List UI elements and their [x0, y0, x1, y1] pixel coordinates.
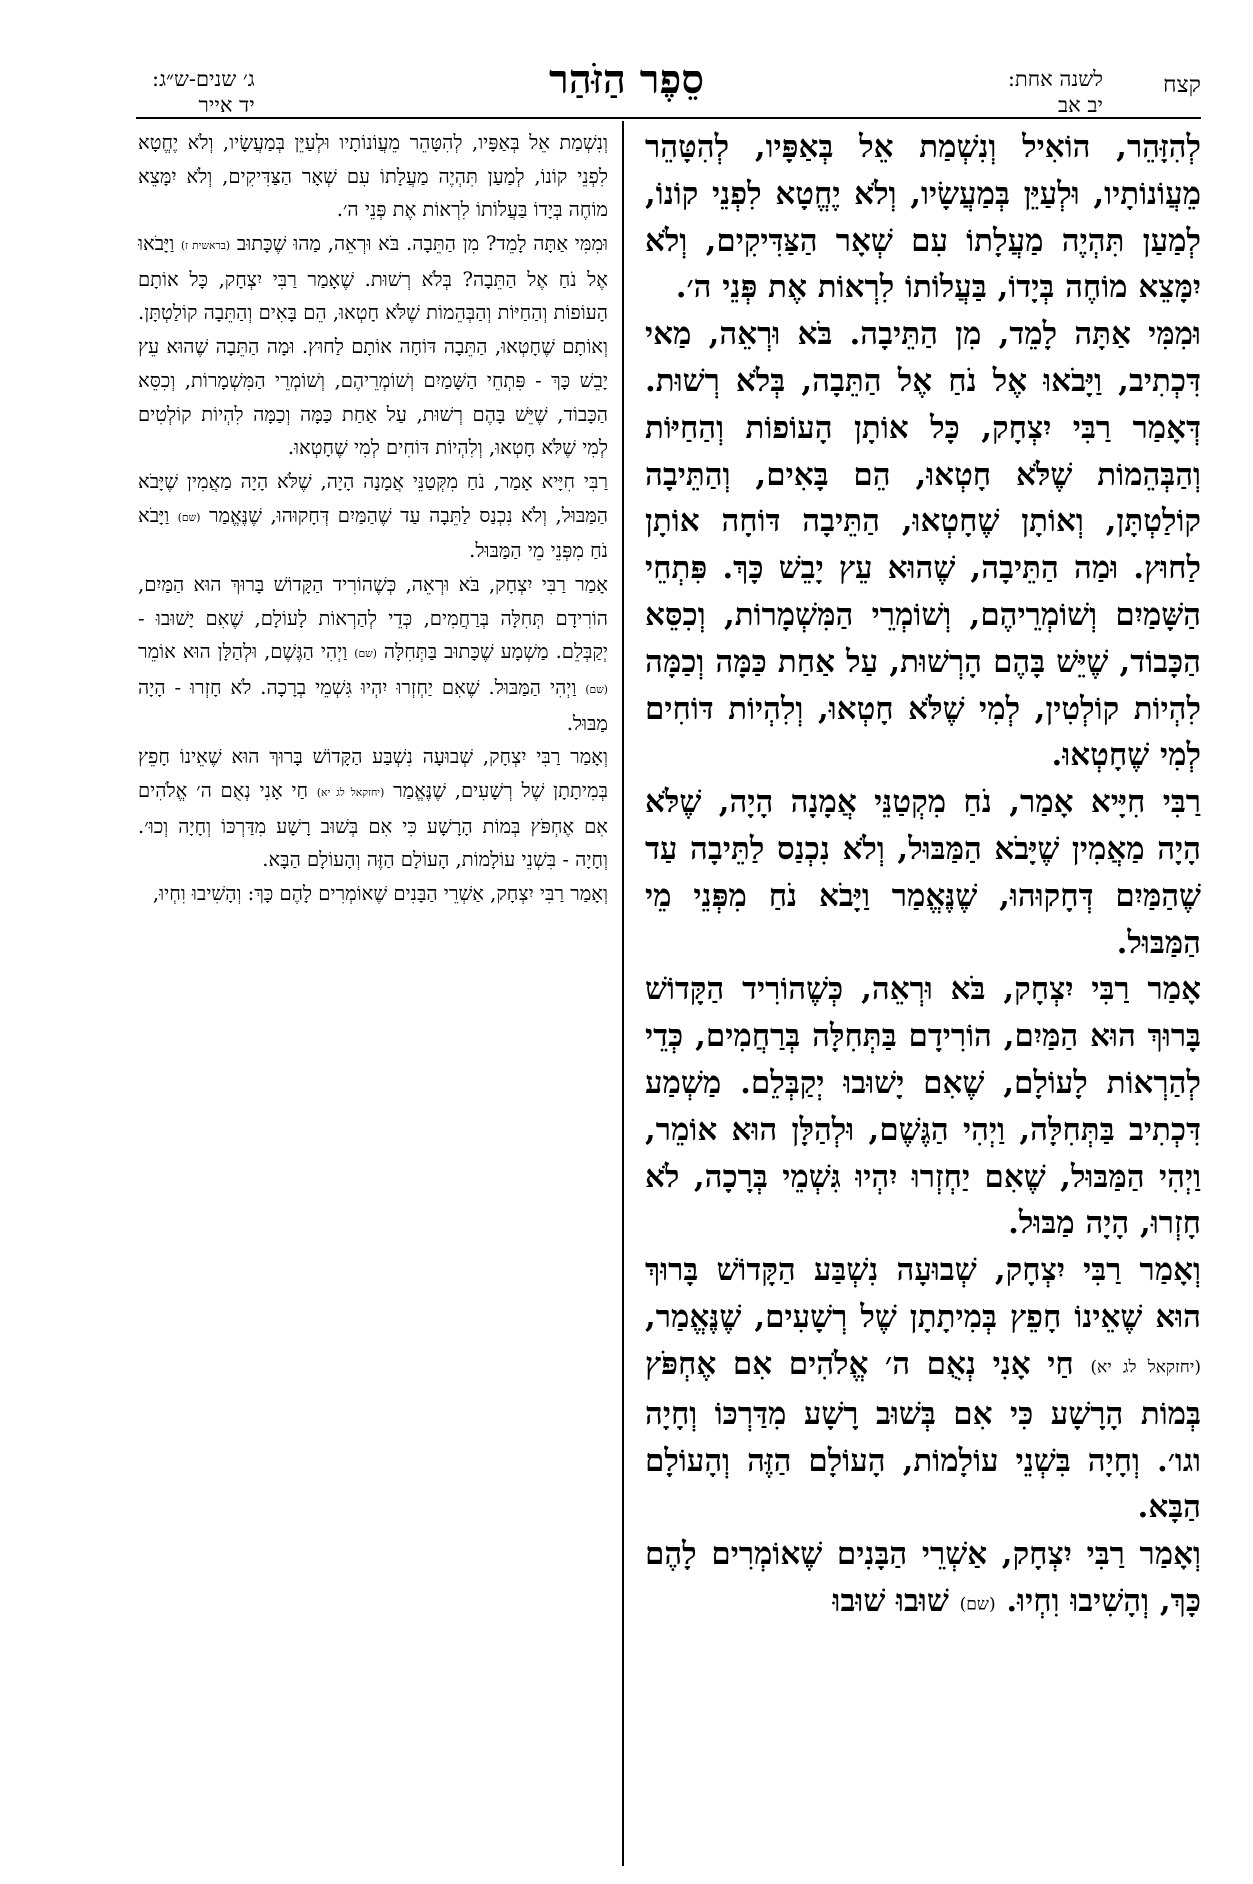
main-paragraph: [645, 1531, 1201, 1628]
study-schedule-one-year: לשנה אחת:: [1007, 67, 1103, 91]
study-date-one-year: יב אב: [1057, 93, 1103, 117]
main-text: חַי אָנִי נְאֻם ה׳ אֱלֹהִים אִם אֶחְפֹּץ בְּמוֹת הָרָשָׁע כִּי אִם בְּשׁוּב רָשָׁע מִדַּרְכּוֹ וְחָיָה וגו׳. וְחָיָה בִּשְׁנֵי עוֹלָמוֹת, הָעוֹלָם הַזֶּה וְהָעוֹלָם הַבָּא.: [645, 1345, 1201, 1526]
main-text: וְאָמַר רַבִּי יִצְחָק, אַשְׁרֵי הַבָּנִים שֶׁאוֹמְרִים לָהֶם כָּךְ, וְהָשִׁיבוּ וִחְיוּ.: [645, 1536, 1201, 1619]
side-paragraph: [138, 227, 608, 465]
column-divider: [622, 121, 624, 1866]
main-text: שׁוּבוּ שׁוּבוּ: [832, 1583, 949, 1619]
side-paragraph: וְאָמַר רַבִּי יִצְחָק, אַשְׁרֵי הַבָּנִים שֶׁאוֹמְרִים לָהֶם כָּךְ: וְהָשִׁיבוּ וִחְיוּ,: [152, 882, 608, 906]
source-reference: (שם): [585, 683, 608, 696]
side-paragraph: וְנִשְׁמַת אֵל בְּאַפָּיו, לְהִטָּהֵר מֵעֲוֹנוֹתָיו וּלְעַיֵּן בְּמַעֲשָׂיו, וְלֹא יֶחֱטָא לִפְנֵי קוֹנוֹ, לְמַעַן תִּהְיֶה מַעֲלָתוֹ עִם שְׁאָר הַצַּדִּיקִים, וְלֹא יִמָּצֵא מוֹחֶה בְּיָדוֹ בַּעֲלוֹתוֹ לִרְאוֹת אֶת פְּנֵי ה׳.: [138, 131, 608, 222]
side-text-column: [138, 126, 608, 1876]
side-text: אָמַר רַבִּי יִצְחָק, בֹּא וּרְאֵה, כְּשֶׁהוֹרִיד הַקָּדוֹשׁ בָּרוּךְ הוּא הַמַּיִם, הוֹרִידָם תְּחִלָּה בְּרַחֲמִים, כְּדֵי לְהַרְאוֹת לָעוֹלָם, שֶׁאִם יָשׁוּבוּ - יְקַבְּלֵם. מַשְׁמָע שֶׁכָּתוּב בַּתְּחִלָּה: [138, 573, 608, 664]
side-text: רַבִּי חִיָּיא אָמַר, נֹחַ מִקְּטַנֵּי אֲמָנָה הָיָה, שֶׁלֹּא הָיָה מַאֲמִין שֶׁיָּבֹא הַמַּבּוּל, וְלֹא נִכְנַס לַתֵּבָה עַד שֶׁהַמַּיִם דְּחָקוּהוּ, שֶׁנֶּאֱמַר: [138, 469, 608, 527]
side-text: וַיָּבֹאוּ אֶל נֹחַ אֶל הַתֵּבָה? בְּלֹא רְשׁוּת. שֶׁאָמַר רַבִּי יִצְחָק, כָּל אוֹתָם הָעוֹפוֹת וְהַחַיּוֹת וְהַבְּהֵמוֹת שֶׁלֹּא חָטְאוּ, הֵם בָּאִים וְהַתֵּבָה קוֹלַטְתָּן. וְאוֹתָם שֶׁחָטְאוּ, הַתֵּבָה דּוֹחָה אוֹתָם לַחוּץ. וּמָה הַתֵּבָה שֶׁהוּא עֵץ יָבֵשׁ כָּךְ - פִּתְחֵי הַשָּׁמַיִם וְשׁוֹמְרֵיהֶם, וְשׁוֹמְרֵי הַמִּשְׁמָרוֹת, וְכִסֵּא הַכָּבוֹד, שֶׁיֵּשׁ בָּהֶם רְשׁוּת, עַל אַחַת כַּמָּה וְכַמָּה לִהְיוֹת קוֹלְטִים לְמִי שֶׁלֹּא חָטְאוּ, וְלִהְיוֹת דּוֹחִים לְמִי שֶׁחָטְאוּ.: [138, 232, 608, 460]
main-paragraph: וּמִמִּי אַתָּה לָמֵד, מִן הַתֵּיבָה. בֹּא וּרְאֵה, מַאי דִּכְתִיב, וַיָּבֹאוּ אֶל נֹחַ אֶל הַתֵּבָה, בְּלֹא רְשׁוּת. דְּאָמַר רַבִּי יִצְחָק, כָּל אוֹתָן הָעוֹפוֹת וְהַחַיּוֹת וְהַבְּהֵמוֹת שֶׁלֹּא חָטְאוּ, הֵם בָּאִים, וְהַתֵּיבָה קוֹלַטְתָּן, וְאוֹתָן שֶׁחָטְאוּ, הַתֵּיבָה דּוֹחָה אוֹתָן לַחוּץ. וּמַה הַתֵּיבָה, שֶׁהוּא עֵץ יָבֵשׁ כָּךְ. פִּתְחֵי הַשָּׁמַיִם וְשׁוֹמְרֵיהֶם, וְשׁוֹמְרֵי הַמִּשְׁמָרוֹת, וְכִסֵּא הַכָּבוֹד, שֶׁיֵּשׁ בָּהֶם הָרְשׁוּת, עַל אַחַת כַּמָּה וְכַמָּה לִהְיוֹת קוֹלְטִין, לְמִי שֶׁלֹּא חָטְאוּ, וְלִהְיוֹת דּוֹחִים לְמִי שֶׁחָטְאוּ.: [645, 316, 1201, 774]
header-divider: [136, 117, 1201, 119]
page-number: קצח: [1163, 72, 1201, 98]
side-text: חַי אָנִי נְאֻם ה׳ אֱלֹהִים אִם אֶחְפֹּץ בְּמוֹת הָרָשָׁע כִּי אִם בְּשׁוּב רָשָׁע מִדַּרְכּוֹ וְחָיָה וְכוּ׳. וְחָיָה - בִּשְׁנֵי עוֹלָמוֹת, הָעוֹלָם הַזֶּה וְהָעוֹלָם הַבָּא.: [138, 779, 608, 872]
book-title: סֵפֶר הַזֹּהַר: [549, 56, 704, 103]
main-paragraph: לְהִזָּהֵר, הוֹאִיל וְנִשְׁמַת אֵל בְּאַפָּיו, לְהִטָּהֵר מֵעֲוֹנוֹתָיו, וּלְעַיֵּן בְּמַעֲשָׂיו, וְלֹא יֶחֱטָא לִפְנֵי קוֹנוֹ, לְמַעַן תִּהְיֶה מַעֲלָתוֹ עִם שְׁאָר הַצַּדִּיקִים, וְלֹא יִמָּצֵא מוֹחֶה בְּיָדוֹ, בַּעֲלוֹתוֹ לִרְאוֹת אֶת פְּנֵי ה׳.: [645, 129, 1201, 306]
side-text: וַיָּבֹא נֹחַ מִפְּנֵי מֵי הַמַּבּוּל.: [138, 503, 608, 563]
side-text: וּמִמִּי אַתָּה לָמֵד? מִן הַתֵּבָה. בֹּא וּרְאֵה, מַהוּ שֶׁכָּתוּב: [236, 232, 608, 256]
side-paragraph: [138, 465, 608, 568]
source-reference: (שם): [959, 1594, 996, 1615]
main-paragraph: [645, 1247, 1201, 1531]
header-left-block: [152, 66, 255, 118]
side-text: וַיְהִי הַמַּבּוּל. שֶׁאִם יַחְזְרוּ יִהְיוּ גִּשְׁמֵי בְרָכָה. לֹא חָזְרוּ - הָיָה מַבּוּל.: [138, 676, 608, 735]
side-text: וְאָמַר רַבִּי יִצְחָק, שְׁבוּעָה נִשְׁבַּע הַקָּדוֹשׁ בָּרוּךְ הוּא שֶׁאֵינוֹ חָפֵץ בְּמִיתָתָן שֶׁל רְשָׁעִים, שֶׁנֶּאֱמַר: [138, 745, 608, 803]
source-reference: (יחזקאל לג יא): [316, 786, 385, 800]
source-reference: (יחזקאל לג יא): [1090, 1357, 1201, 1378]
main-text: וְאָמַר רַבִּי יִצְחָק, שְׁבוּעָה נִשְׁבַּע הַקָּדוֹשׁ בָּרוּךְ הוּא שֶׁאֵינוֹ חָפֵץ בְּמִיתָתָן שֶׁל רְשָׁעִים, שֶׁנֶּאֱמַר,: [645, 1252, 1201, 1335]
side-paragraph: [138, 568, 608, 740]
main-text-column: [645, 124, 1201, 1874]
source-reference: (בראשית ז): [180, 239, 231, 253]
source-reference: (שם): [354, 647, 377, 661]
main-paragraph: רַבִּי חִיָּיא אָמַר, נֹחַ מִקְטַנֵּי אֲמָנָה הָיָה, שֶׁלֹּא הָיָה מַאֲמִין שֶׁיָּבֹא הַמַּבּוּל, וְלֹא נִכְנַס לַתֵּיבָה עַד שֶׁהַמַּיִם דְּחָקוּהוּ, שֶׁנֶּאֱמַר וַיָּבֹא נֹחַ מִפְּנֵי מֵי הַמַּבּוּל.: [645, 784, 1201, 961]
side-paragraph: [138, 740, 608, 877]
side-text: וַיְהִי הַגֶּשֶׁם, וּלְהַלָּן הוּא אוֹמֵר: [138, 640, 348, 664]
study-date-three-years: יד אייר: [198, 93, 255, 117]
main-paragraph: אָמַר רַבִּי יִצְחָק, בֹּא וּרְאֵה, כְּשֶׁהוֹרִיד הַקָּדוֹשׁ בָּרוּךְ הוּא הַמַּיִם, הוֹרִידָם בַּתְּחִלָּה בְּרַחֲמִים, כְּדֵי לְהַרְאוֹת לָעוֹלָם, שֶׁאִם יָשׁוּבוּ יְקַבְּלֵם. מַשְׁמַע דִּכְתִיב בַּתְּחִלָּה, וַיְהִי הַגֶּשֶׁם, וּלְהַלָּן הוּא אוֹמֵר, וַיְהִי הַמַּבּוּל, שֶׁאִם יַחְזְרוּ יִהְיוּ גִּשְׁמֵי בְּרָכָה, לֹא חָזְרוּ, הָיָה מַבּוּל.: [645, 971, 1201, 1242]
source-reference: (שם): [177, 510, 201, 524]
study-schedule-three-years: ג׳ שנים-ש״ג:: [152, 67, 255, 91]
